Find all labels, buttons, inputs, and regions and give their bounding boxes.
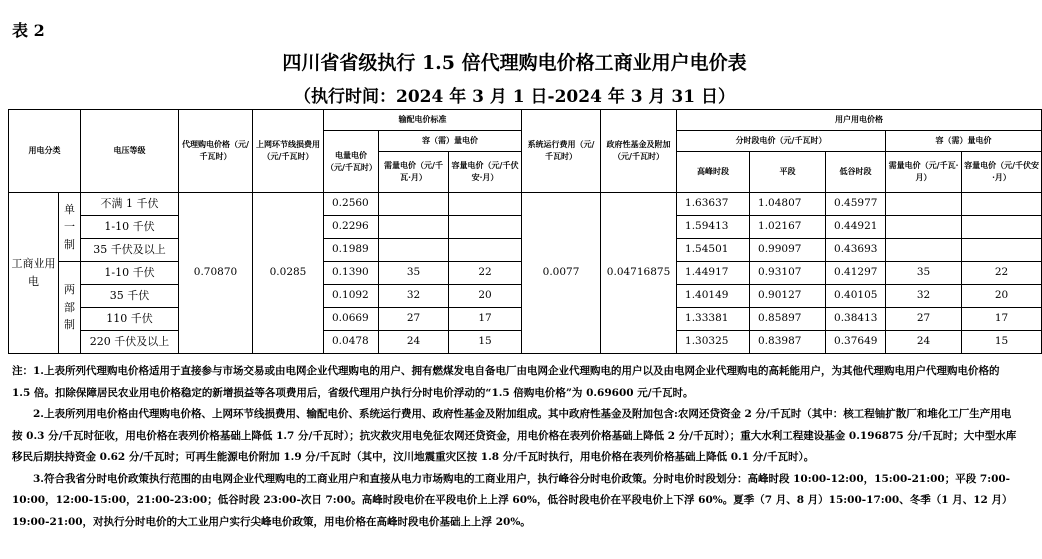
flat-price-cell: 1.04807 <box>750 193 826 216</box>
note-3: 3.符合我省分时电价政策执行范围的由电网企业代理购电的工商业用户和直接从电力市场购电的工商业用户，执行峰谷分时电价政策。分时电价时段划分：高峰时段 10:00-12:00，15:00-21:00；平段 7:00-10:00，12:00-15:00，21:00-23:00；低谷时段 23:00-次日 7:00。高峰时段电价在平段电价上上浮 60%，低谷时段电价在平段电价上下浮 60%。夏季（7 月、8 月）15:00-17:00、冬季（1 月、12 月）19:00-21:00，对执行分时电价的大工业用户实行尖峰电价政策，用电价格在高峰时段电价基础上上浮 20%。 <box>12 472 1013 528</box>
valley-price-cell: 0.41297 <box>826 262 886 285</box>
grid-loss-cell: 0.0285 <box>253 193 324 354</box>
notes-section <box>12 361 1017 533</box>
user-demand-cell: 24 <box>886 331 962 354</box>
agency-price-cell: 0.70870 <box>179 193 253 354</box>
peak-price-cell: 1.44917 <box>677 262 750 285</box>
header-valley: 低谷时段 <box>826 152 886 193</box>
peak-price-cell: 1.40149 <box>677 285 750 308</box>
capacity-price-cell: 17 <box>449 308 522 331</box>
voltage-cell: 35 千伏 <box>81 285 179 308</box>
header-energy-price: 电量电价（元/千瓦时） <box>324 131 379 193</box>
capacity-price-cell: 20 <box>449 285 522 308</box>
header-voltage: 电压等级 <box>81 110 179 193</box>
voltage-cell: 不满 1 千伏 <box>81 193 179 216</box>
voltage-cell: 1-10 千伏 <box>81 262 179 285</box>
peak-price-cell: 1.33381 <box>677 308 750 331</box>
user-capacity-cell: 20 <box>962 285 1042 308</box>
table-row <box>9 193 1042 216</box>
flat-price-cell: 1.02167 <box>750 216 826 239</box>
demand-price-cell: 32 <box>379 285 449 308</box>
header-gov-fund: 政府性基金及附加（元/千瓦时） <box>601 110 677 193</box>
header-demand-price: 需量电价（元/千瓦·月） <box>379 152 449 193</box>
flat-price-cell: 0.83987 <box>750 331 826 354</box>
single-system-cell: 单一制 <box>59 193 81 262</box>
energy-price-cell: 0.0478 <box>324 331 379 354</box>
demand-price-cell: 24 <box>379 331 449 354</box>
user-capacity-cell <box>962 216 1042 239</box>
flat-price-cell: 0.93107 <box>750 262 826 285</box>
peak-price-cell: 1.63637 <box>677 193 750 216</box>
energy-price-cell: 0.1092 <box>324 285 379 308</box>
header-tou-group: 分时段电价（元/千瓦时） <box>677 131 886 152</box>
header-peak: 高峰时段 <box>677 152 750 193</box>
voltage-cell: 220 千伏及以上 <box>81 331 179 354</box>
header-user-price: 用户用电价格 <box>677 110 1042 131</box>
header-user-demand: 需量电价（元/千瓦·月） <box>886 152 962 193</box>
user-capacity-cell: 22 <box>962 262 1042 285</box>
energy-price-cell: 0.2296 <box>324 216 379 239</box>
valley-price-cell: 0.37649 <box>826 331 886 354</box>
valley-price-cell: 0.45977 <box>826 193 886 216</box>
valley-price-cell: 0.38413 <box>826 308 886 331</box>
header-system-fee: 系统运行费用（元/千瓦时） <box>522 110 601 193</box>
user-demand-cell: 35 <box>886 262 962 285</box>
user-demand-cell: 32 <box>886 285 962 308</box>
user-demand-cell <box>886 239 962 262</box>
voltage-cell: 110 千伏 <box>81 308 179 331</box>
energy-price-cell: 0.1989 <box>324 239 379 262</box>
capacity-price-cell: 15 <box>449 331 522 354</box>
table-label: 表 2 <box>12 21 45 40</box>
user-capacity-cell: 17 <box>962 308 1042 331</box>
header-capacity-price: 容量电价（元/千伏安·月） <box>449 152 522 193</box>
header-transmission: 输配电价标准 <box>324 110 522 131</box>
user-demand-cell <box>886 193 962 216</box>
user-capacity-cell <box>962 239 1042 262</box>
voltage-cell: 35 千伏及以上 <box>81 239 179 262</box>
peak-price-cell: 1.59413 <box>677 216 750 239</box>
header-grid-loss: 上网环节线损费用（元/千瓦时） <box>253 110 324 193</box>
energy-price-cell: 0.1390 <box>324 262 379 285</box>
valley-price-cell: 0.43693 <box>826 239 886 262</box>
note-2: 2.上表所列用电价格由代理购电价格、上网环节线损费用、输配电价、系统运行费用、政府性基金及附加组成。其中政府性基金及附加包含:农网还贷资金 2 分/千瓦时（其中：核工程铀扩散厂和堆化工厂生产用电按 0.3 分/千瓦时征收，用电价格在表列价格基础上降低 1.7 分/千瓦时）；抗灾救灾用电免征农网还贷资金，用电价格在表列价格基础上降低 2 分/千瓦时）；重大水利工程建设基金 0.196875 分/千瓦时；大中型水库移民后期扶持资金 0.62 分/千瓦时；可再生能源电价附加 1.9 分/千瓦时（其中，汶川地震重灾区按 1.8 分/千瓦时执行，用电价格在表列价格基础上降低 0.1 分/千瓦时）。 <box>12 408 1017 463</box>
demand-price-cell <box>379 193 449 216</box>
header-flat: 平段 <box>750 152 826 193</box>
user-capacity-cell <box>962 193 1042 216</box>
capacity-price-cell <box>449 239 522 262</box>
flat-price-cell: 0.85897 <box>750 308 826 331</box>
peak-price-cell: 1.30325 <box>677 331 750 354</box>
document-subtitle: （执行时间：2024 年 3 月 1 日-2024 年 3 月 31 日） <box>293 87 735 107</box>
system-fee-cell: 0.0077 <box>522 193 601 354</box>
energy-price-cell: 0.0669 <box>324 308 379 331</box>
header-capacity-group: 容（需）量电价 <box>379 131 522 152</box>
capacity-price-cell <box>449 216 522 239</box>
flat-price-cell: 0.99097 <box>750 239 826 262</box>
document-title: 四川省省级执行 1.5 倍代理购电价格工商业用户电价表 <box>282 52 747 74</box>
capacity-price-cell: 22 <box>449 262 522 285</box>
user-demand-cell: 27 <box>886 308 962 331</box>
voltage-cell: 1-10 千伏 <box>81 216 179 239</box>
user-demand-cell <box>886 216 962 239</box>
note-1: 注：1.上表所列代理购电价格适用于直接参与市场交易或由电网企业代理购电的用户、拥有燃煤发电自备电厂由电网企业代理购电的用户以及由电网企业代理购电的高耗能用户，为其他代理购电用户代理购电价格的 1.5 倍。扣除保障居民农业用电价格稳定的新增损益等各项费用后，省级代理用户执行分时电价浮动的“1.5 倍购电价格”为 0.69600 元/千瓦时。 <box>12 365 1000 399</box>
header-category: 用电分类 <box>9 110 81 193</box>
peak-price-cell: 1.54501 <box>677 239 750 262</box>
two-part-system-cell: 两部制 <box>59 262 81 354</box>
demand-price-cell <box>379 216 449 239</box>
valley-price-cell: 0.44921 <box>826 216 886 239</box>
gov-fund-cell: 0.04716875 <box>601 193 677 354</box>
header-user-capacity-group: 容（需）量电价 <box>886 131 1042 152</box>
price-table <box>8 109 1042 354</box>
energy-price-cell: 0.2560 <box>324 193 379 216</box>
user-capacity-cell: 15 <box>962 331 1042 354</box>
header-user-capacity: 容量电价（元/千伏安·月） <box>962 152 1042 193</box>
valley-price-cell: 0.40105 <box>826 285 886 308</box>
demand-price-cell: 27 <box>379 308 449 331</box>
capacity-price-cell <box>449 193 522 216</box>
flat-price-cell: 0.90127 <box>750 285 826 308</box>
category-cell: 工商业用电 <box>9 193 59 354</box>
header-agency-price: 代理购电价格（元/千瓦时） <box>179 110 253 193</box>
demand-price-cell <box>379 239 449 262</box>
demand-price-cell: 35 <box>379 262 449 285</box>
